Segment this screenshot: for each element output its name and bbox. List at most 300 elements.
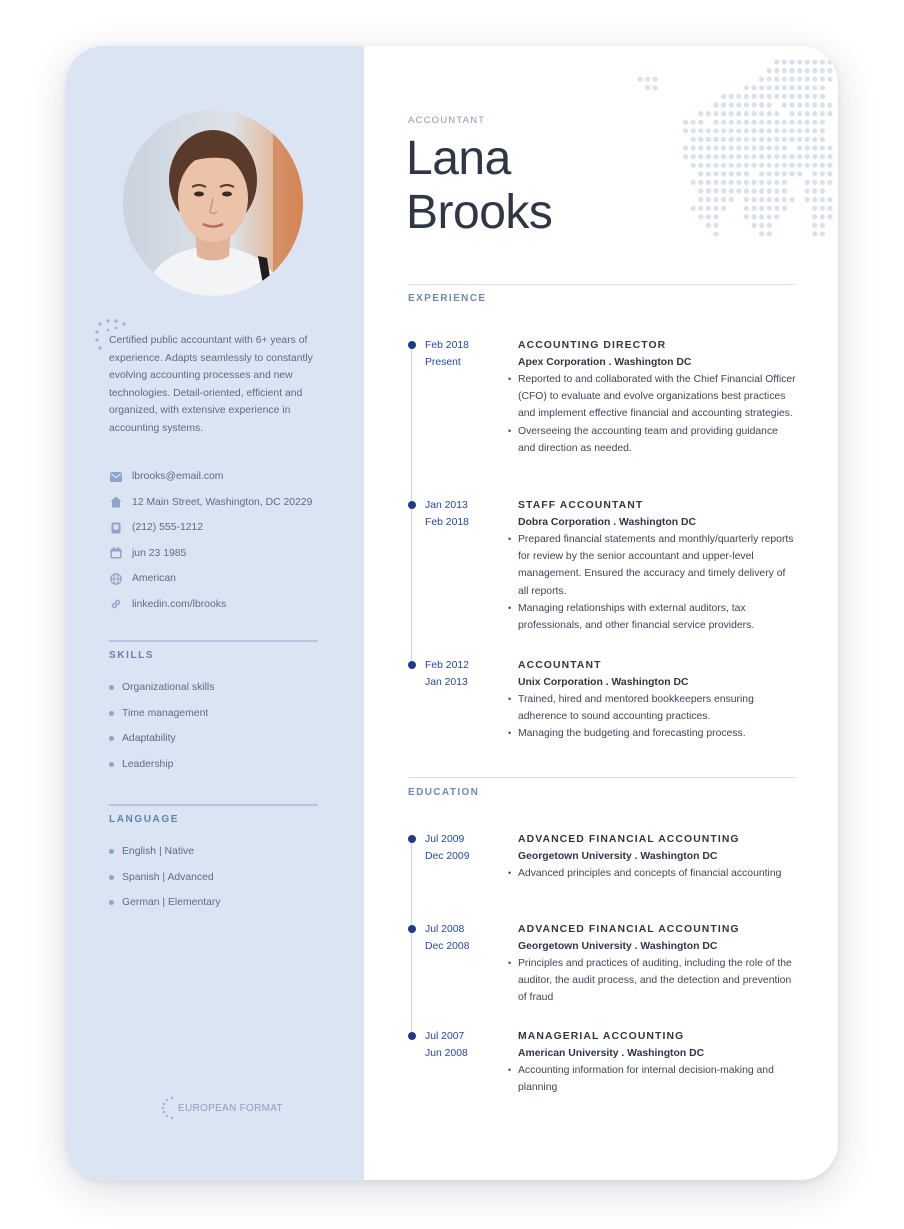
map-dot	[782, 59, 787, 64]
map-dot	[698, 163, 703, 168]
contact-phone[interactable]	[109, 515, 339, 541]
map-dot	[812, 171, 817, 176]
map-dot	[782, 102, 787, 107]
map-dot	[721, 197, 726, 202]
map-dot	[782, 137, 787, 142]
map-dot	[729, 120, 734, 125]
map-dot	[751, 102, 756, 107]
map-dot	[736, 102, 741, 107]
map-dot	[698, 154, 703, 159]
skill-item: Leadership	[109, 752, 214, 778]
map-dot	[774, 85, 779, 90]
map-dot	[713, 180, 718, 185]
map-dot	[812, 137, 817, 142]
person-name	[406, 132, 552, 240]
map-dot	[744, 111, 749, 116]
map-dot	[736, 171, 741, 176]
contact-linkedin[interactable]	[109, 592, 339, 618]
entry-dates: Jul 2008 Dec 2008	[425, 924, 470, 952]
map-dot	[774, 137, 779, 142]
map-dot	[706, 214, 711, 219]
map-dot	[805, 197, 810, 202]
map-dot	[797, 145, 802, 150]
first-name: Lana	[406, 132, 511, 185]
map-dot	[729, 171, 734, 176]
map-dot	[698, 145, 703, 150]
map-dot	[698, 128, 703, 133]
map-dot	[706, 171, 711, 176]
map-dot	[767, 163, 772, 168]
map-dot	[774, 171, 779, 176]
timeline-dot	[408, 835, 416, 843]
entry-title: STAFF ACCOUNTANT	[518, 500, 644, 511]
map-dot	[706, 145, 711, 150]
map-dot	[736, 154, 741, 159]
map-dot	[812, 59, 817, 64]
language-item: English | Native	[109, 839, 221, 865]
map-dot	[729, 137, 734, 142]
map-dot	[706, 163, 711, 168]
skill-item: Adaptability	[109, 726, 214, 752]
map-dot	[751, 85, 756, 90]
map-dot	[820, 206, 825, 211]
entry-body	[518, 498, 798, 634]
map-dot	[820, 94, 825, 99]
map-dot	[721, 188, 726, 193]
map-dot	[767, 214, 772, 219]
map-dot	[820, 145, 825, 150]
map-dot	[820, 137, 825, 142]
map-dot	[797, 137, 802, 142]
contact-nationality-text: American	[132, 573, 176, 585]
map-dot	[812, 102, 817, 107]
map-dot	[774, 94, 779, 99]
entry-bullet: • Accounting information for internal decision-making and planning	[518, 1062, 798, 1096]
education-heading: EDUCATION	[408, 787, 480, 798]
entry-organization: American University . Washington DC	[518, 1047, 705, 1059]
language-item: Spanish | Advanced	[109, 865, 221, 891]
map-dot	[751, 94, 756, 99]
map-dot	[820, 223, 825, 228]
contact-linkedin-text: linkedin.com/lbrooks	[132, 598, 227, 610]
entry-bullet: • Prepared financial statements and monthly/quarterly reports for review by the senior accountant and upper-level management. Ensured the accuracy and timely delivery of all reports.	[518, 531, 798, 600]
map-dot	[744, 154, 749, 159]
map-dot	[805, 77, 810, 82]
map-dot	[736, 120, 741, 125]
map-dot	[691, 137, 696, 142]
map-dot	[774, 197, 779, 202]
map-dot	[729, 145, 734, 150]
map-dot	[706, 137, 711, 142]
map-dot	[751, 111, 756, 116]
bullet-dot	[109, 711, 114, 716]
map-dot	[721, 111, 726, 116]
map-dot	[759, 188, 764, 193]
map-dot	[827, 111, 832, 116]
map-dot	[820, 163, 825, 168]
map-dot	[729, 154, 734, 159]
map-dot	[820, 68, 825, 73]
map-dot	[759, 77, 764, 82]
map-dot	[820, 231, 825, 236]
european-format-badge: EUROPEAN FORMAT	[162, 1096, 283, 1120]
map-dot	[805, 94, 810, 99]
entry-body	[518, 922, 798, 1007]
map-dot	[774, 77, 779, 82]
map-dot	[736, 111, 741, 116]
map-dot	[683, 154, 688, 159]
map-dot	[827, 214, 832, 219]
timeline-dot	[408, 925, 416, 933]
entry-bullet: • Advanced principles and concepts of financial accounting	[518, 865, 798, 882]
map-dot	[789, 154, 794, 159]
map-dot	[698, 188, 703, 193]
entry-dates: Jul 2007 Jun 2008	[425, 1031, 468, 1059]
map-dot	[805, 163, 810, 168]
map-dot	[805, 85, 810, 90]
map-dot	[744, 85, 749, 90]
education-timeline	[411, 842, 412, 1040]
map-dot	[820, 188, 825, 193]
skills-divider	[109, 640, 318, 642]
map-dot	[789, 111, 794, 116]
map-dot	[767, 77, 772, 82]
map-dot	[805, 120, 810, 125]
timeline-dot	[408, 501, 416, 509]
map-dot	[759, 102, 764, 107]
map-dot	[782, 197, 787, 202]
map-dot	[782, 171, 787, 176]
entry-dates: Jul 2009 Dec 2009	[425, 834, 470, 862]
map-dot	[713, 197, 718, 202]
map-dot	[774, 128, 779, 133]
timeline-dot	[408, 1032, 416, 1040]
sidebar	[66, 46, 364, 1180]
map-dot	[751, 137, 756, 142]
entry-bullet: • Trained, hired and mentored bookkeepers ensuring adherence to sound accounting practices.	[518, 691, 798, 725]
language-heading: LANGUAGE	[109, 814, 180, 825]
map-dot	[706, 180, 711, 185]
map-dot	[759, 120, 764, 125]
home-icon	[109, 495, 123, 509]
map-dot	[782, 163, 787, 168]
map-dot	[767, 94, 772, 99]
map-dot	[767, 111, 772, 116]
map-dot	[827, 68, 832, 73]
map-dot	[774, 111, 779, 116]
map-dot	[782, 128, 787, 133]
map-dot	[805, 68, 810, 73]
map-dot	[789, 137, 794, 142]
map-dot	[812, 180, 817, 185]
map-dot	[767, 197, 772, 202]
map-dot	[736, 137, 741, 142]
map-dot	[812, 68, 817, 73]
contact-email[interactable]	[109, 464, 339, 490]
bullet-dot	[109, 900, 114, 905]
map-dot	[767, 223, 772, 228]
map-dot	[782, 85, 787, 90]
map-dot	[759, 163, 764, 168]
map-dot	[736, 180, 741, 185]
map-dot	[797, 85, 802, 90]
map-dot	[736, 94, 741, 99]
map-dot	[782, 154, 787, 159]
entry-bullet: • Managing the budgeting and forecasting process.	[518, 725, 798, 742]
map-dot	[805, 137, 810, 142]
map-dot	[751, 145, 756, 150]
map-dot	[736, 145, 741, 150]
map-dot	[683, 120, 688, 125]
map-dot	[767, 180, 772, 185]
map-dot	[721, 94, 726, 99]
map-dot	[774, 59, 779, 64]
map-dot	[751, 188, 756, 193]
map-dot	[789, 68, 794, 73]
map-dot	[820, 214, 825, 219]
map-dot	[645, 77, 650, 82]
map-dot	[782, 180, 787, 185]
entry-title: ACCOUNTANT	[518, 660, 602, 671]
map-dot	[713, 102, 718, 107]
map-dot	[767, 231, 772, 236]
map-dot	[805, 111, 810, 116]
map-dot	[759, 171, 764, 176]
map-dot	[706, 128, 711, 133]
map-dot	[698, 180, 703, 185]
map-dot	[706, 111, 711, 116]
entry-bullet: • Managing relationships with external auditors, tax professionals, and other financial service providers.	[518, 600, 798, 634]
skills-list	[109, 675, 214, 777]
map-dot	[698, 137, 703, 142]
map-dot	[698, 171, 703, 176]
map-dot	[706, 188, 711, 193]
map-dot	[721, 120, 726, 125]
map-dot	[713, 111, 718, 116]
map-dot	[751, 120, 756, 125]
map-dot	[767, 188, 772, 193]
map-dot	[729, 111, 734, 116]
map-dot	[812, 154, 817, 159]
map-dot	[767, 206, 772, 211]
map-dot	[805, 180, 810, 185]
map-dot	[759, 206, 764, 211]
map-dot	[721, 137, 726, 142]
entry-organization: Unix Corporation . Washington DC	[518, 676, 689, 688]
bullet-dot	[109, 685, 114, 690]
map-dot	[637, 77, 642, 82]
map-dot	[759, 94, 764, 99]
map-dot	[736, 128, 741, 133]
contact-list	[109, 464, 339, 617]
experience-heading: EXPERIENCE	[408, 293, 487, 304]
map-dot	[812, 197, 817, 202]
timeline-dot	[408, 661, 416, 669]
map-dot	[713, 188, 718, 193]
map-dot	[782, 77, 787, 82]
map-dot	[789, 128, 794, 133]
contact-birthdate-text: jun 23 1985	[132, 547, 187, 559]
map-dot	[812, 223, 817, 228]
map-dot	[767, 120, 772, 125]
map-dot	[713, 206, 718, 211]
map-dot	[744, 163, 749, 168]
map-dot	[812, 128, 817, 133]
map-dot	[751, 214, 756, 219]
map-dot	[805, 188, 810, 193]
map-dot	[744, 145, 749, 150]
map-dot	[820, 120, 825, 125]
map-dot	[645, 85, 650, 90]
map-dot	[653, 77, 658, 82]
bullet-dot	[109, 736, 114, 741]
map-dot	[782, 188, 787, 193]
map-dot	[759, 128, 764, 133]
map-dot	[729, 197, 734, 202]
map-dot	[789, 171, 794, 176]
map-dot	[820, 154, 825, 159]
map-dot	[820, 77, 825, 82]
map-dot	[827, 59, 832, 64]
link-icon	[109, 597, 123, 611]
map-dot	[812, 231, 817, 236]
main-content	[364, 46, 838, 1180]
map-dot	[744, 120, 749, 125]
entry-title: ADVANCED FINANCIAL ACCOUNTING	[518, 834, 740, 845]
map-dot	[812, 120, 817, 125]
mail-icon	[109, 470, 123, 484]
map-dot	[721, 154, 726, 159]
education-divider	[408, 777, 795, 778]
map-dot	[820, 102, 825, 107]
map-dot	[805, 102, 810, 107]
map-dot	[767, 128, 772, 133]
map-dot	[706, 154, 711, 159]
map-dot	[827, 197, 832, 202]
map-dot	[721, 128, 726, 133]
map-dot	[820, 59, 825, 64]
map-dot	[691, 120, 696, 125]
map-dot	[759, 231, 764, 236]
map-dot	[812, 214, 817, 219]
map-dot	[812, 85, 817, 90]
map-dot	[767, 102, 772, 107]
map-dot	[820, 111, 825, 116]
entry-bullet: • Principles and practices of auditing, including the role of the auditor, the audit process, and the detection and prevention of fraud	[518, 955, 798, 1007]
map-dot	[713, 128, 718, 133]
map-dot	[782, 120, 787, 125]
last-name: Brooks	[406, 186, 553, 239]
map-dot	[713, 163, 718, 168]
map-dot	[774, 120, 779, 125]
map-dot	[805, 128, 810, 133]
map-dot	[698, 206, 703, 211]
contact-birthdate	[109, 541, 339, 567]
map-dot	[789, 94, 794, 99]
entry-body	[518, 338, 798, 457]
language-list	[109, 839, 221, 916]
map-dot	[729, 102, 734, 107]
map-dot	[797, 77, 802, 82]
map-dot	[797, 111, 802, 116]
contact-phone-text: (212) 555-1212	[132, 522, 204, 534]
map-dot	[774, 206, 779, 211]
map-dot	[751, 128, 756, 133]
map-dot	[820, 171, 825, 176]
skill-item: Organizational skills	[109, 675, 214, 701]
entry-organization: Georgetown University . Washington DC	[518, 940, 718, 952]
map-dot	[759, 145, 764, 150]
bullet-dot	[109, 849, 114, 854]
map-dot	[744, 102, 749, 107]
map-dot	[797, 102, 802, 107]
map-dot	[759, 197, 764, 202]
language-item: German | Elementary	[109, 890, 221, 916]
map-dot	[713, 171, 718, 176]
map-dot	[782, 145, 787, 150]
map-dot	[698, 120, 703, 125]
map-dot	[691, 128, 696, 133]
map-dot	[744, 137, 749, 142]
map-dot	[797, 163, 802, 168]
map-dot	[782, 94, 787, 99]
map-dot	[691, 145, 696, 150]
contact-nationality	[109, 566, 339, 592]
resume-card	[66, 46, 838, 1180]
map-dot	[789, 197, 794, 202]
map-dot	[797, 171, 802, 176]
map-dot	[827, 102, 832, 107]
map-dot	[789, 102, 794, 107]
map-dot	[751, 206, 756, 211]
contact-address-text: 12 Main Street, Washington, DC 20229	[132, 496, 313, 508]
map-dot	[789, 120, 794, 125]
map-dot	[706, 206, 711, 211]
globe-icon	[109, 572, 123, 586]
map-dot	[759, 137, 764, 142]
map-dot	[744, 214, 749, 219]
map-dot	[827, 77, 832, 82]
entry-organization: Apex Corporation . Washington DC	[518, 356, 692, 368]
entry-body	[518, 658, 798, 743]
map-dot	[653, 85, 658, 90]
entry-bullet: • Reported to and collaborated with the Chief Financial Officer (CFO) to evaluate and evolve organizations best practices and implement effective financial and accounting strategies.	[518, 371, 798, 423]
map-dot	[713, 214, 718, 219]
map-dot	[721, 206, 726, 211]
entry-body	[518, 832, 798, 882]
map-dot	[797, 120, 802, 125]
map-dot	[820, 128, 825, 133]
map-dot	[721, 163, 726, 168]
map-dot	[812, 206, 817, 211]
map-dot	[767, 171, 772, 176]
map-dot	[744, 94, 749, 99]
map-dot	[812, 77, 817, 82]
map-dot	[759, 214, 764, 219]
map-dot	[774, 214, 779, 219]
map-dot	[797, 154, 802, 159]
map-dot	[774, 154, 779, 159]
map-dot	[820, 197, 825, 202]
language-divider	[109, 804, 318, 806]
map-dot	[713, 231, 718, 236]
map-dot	[812, 94, 817, 99]
map-dot	[698, 111, 703, 116]
map-dot	[827, 171, 832, 176]
map-dot	[827, 206, 832, 211]
map-dot	[721, 145, 726, 150]
entry-organization: Georgetown University . Washington DC	[518, 850, 718, 862]
